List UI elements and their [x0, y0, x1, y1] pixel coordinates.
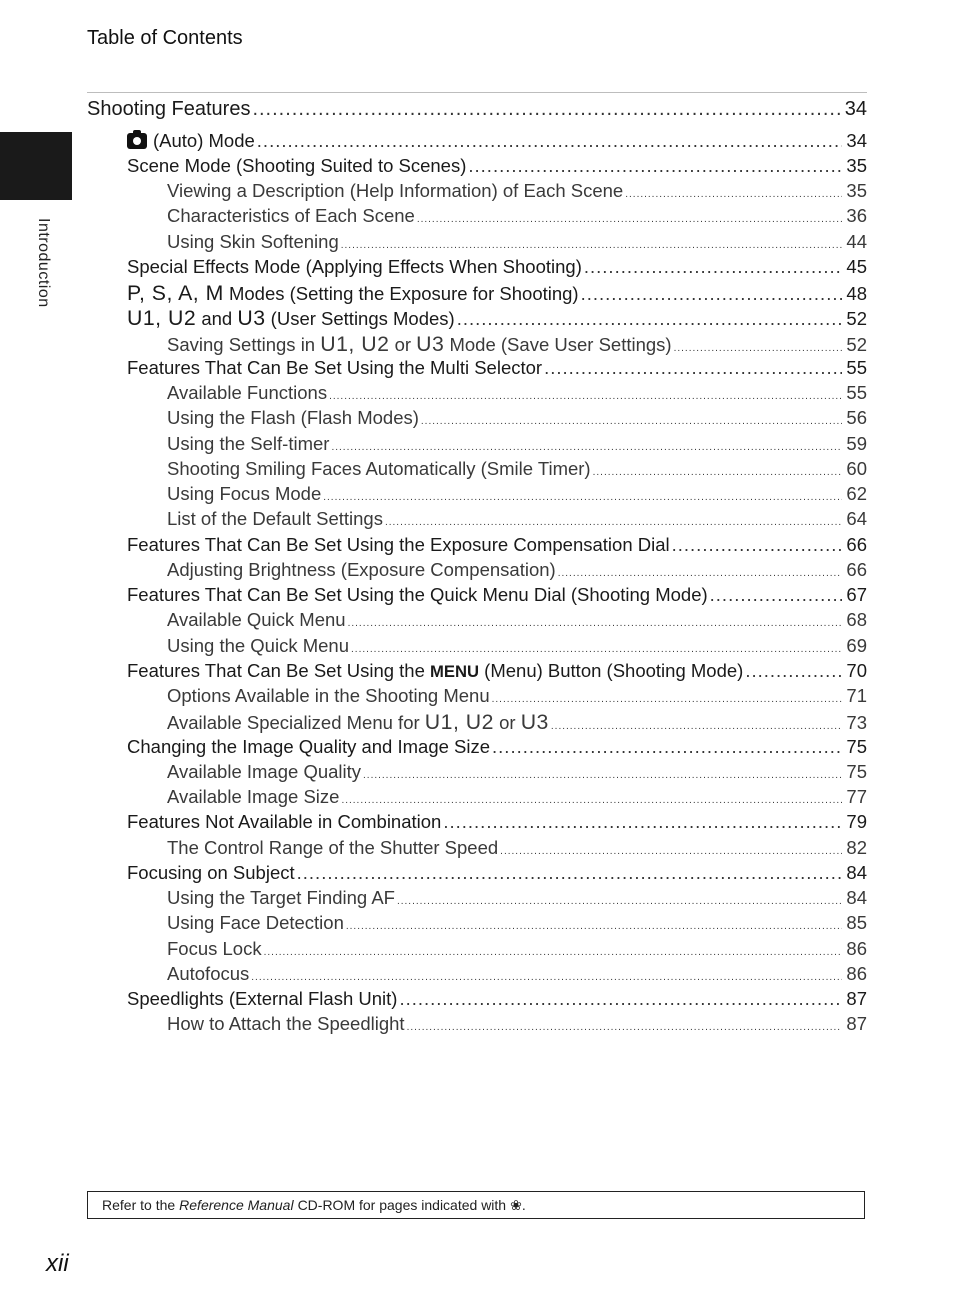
toc-entry-specialized-menu[interactable]	[167, 710, 867, 735]
leader-dots	[323, 492, 842, 503]
toc-entry-shooting-menu-options[interactable]	[167, 685, 867, 707]
toc-entry-shooting-features[interactable]	[87, 98, 867, 121]
toc-entry-not-available-combination[interactable]	[127, 811, 867, 833]
toc-entry-label: Special Effects Mode (Applying Effects When Shooting)	[127, 256, 582, 277]
toc-page-number: 84	[846, 862, 867, 883]
leader-dots	[407, 1022, 843, 1033]
page-header-title: Table of Contents	[87, 27, 243, 49]
toc-entry-exposure-dial[interactable]	[127, 534, 867, 556]
leader-dots	[500, 846, 842, 857]
toc-entry-label: Features Not Available in Combination	[127, 811, 442, 832]
leader-dots	[745, 660, 842, 682]
toc-page-number: 55	[846, 382, 867, 403]
toc-entry-label: Available Specialized Menu for	[167, 712, 420, 733]
toc-page-number: 77	[846, 786, 867, 807]
toc-entry-face-detection[interactable]	[167, 912, 867, 934]
toc-entry-label: Focusing on Subject	[127, 862, 295, 883]
toc-entry-available-image-size[interactable]	[167, 786, 867, 808]
toc-entry-label: Saving Settings in	[167, 334, 316, 355]
toc-page-number: 79	[846, 811, 867, 832]
header-divider	[87, 92, 867, 93]
toc-entry-available-quick-menu[interactable]	[167, 609, 867, 631]
toc-entry-label: Characteristics of Each Scene	[167, 205, 415, 226]
menu-button-icon: MENU	[430, 662, 480, 681]
toc-page-number: 67	[846, 584, 867, 605]
leader-dots	[397, 896, 842, 907]
leader-dots	[593, 467, 843, 478]
toc-entry-label: Available Image Size	[167, 786, 340, 807]
toc-entry-focus-lock[interactable]	[167, 938, 867, 960]
toc-page-number: 66	[846, 534, 867, 555]
toc-entry-label: Available Quick Menu	[167, 609, 346, 630]
leader-dots	[710, 584, 843, 606]
toc-page-number: 75	[846, 736, 867, 757]
toc-entry-label: List of the Default Settings	[167, 508, 383, 529]
toc-entry-label: Shooting Features	[87, 98, 251, 120]
toc-page-number: 34	[844, 98, 867, 120]
toc-page-number: 52	[846, 308, 867, 329]
leader-dots	[329, 391, 842, 402]
toc-page-number: 60	[846, 458, 867, 479]
toc-entry-characteristics[interactable]	[167, 205, 867, 227]
leader-dots	[385, 517, 842, 528]
toc-entry-auto-mode[interactable]	[127, 130, 867, 152]
toc-page-number: 86	[846, 938, 867, 959]
leader-dots	[331, 442, 842, 453]
toc-entry-psam-modes[interactable]	[127, 281, 867, 306]
toc-entry-label: Using the Quick Menu	[167, 635, 350, 656]
leader-dots	[581, 283, 843, 305]
conjunction-text: or	[394, 334, 412, 355]
toc-entry-special-effects[interactable]	[127, 256, 867, 278]
reference-note-end: .	[521, 1197, 526, 1213]
leader-dots	[363, 770, 842, 781]
toc-entry-image-quality-size[interactable]	[127, 736, 867, 758]
toc-page-number: 87	[846, 1013, 867, 1034]
toc-entry-available-functions[interactable]	[167, 382, 867, 404]
toc-entry-label: Using the Flash (Flash Modes)	[167, 407, 419, 428]
toc-entry-label: Autofocus	[167, 963, 250, 984]
leader-dots	[551, 721, 843, 732]
toc-entry-label: Using the Target Finding AF	[167, 887, 395, 908]
toc-entry-label-suffix: Mode (Save User Settings)	[449, 334, 672, 355]
toc-page-number: 45	[846, 256, 867, 277]
toc-entry-label: Features That Can Be Set Using the Exposure Compensation Dial	[127, 534, 670, 555]
leader-dots	[468, 155, 842, 177]
reference-note-suffix: CD-ROM for pages indicated with	[297, 1197, 507, 1213]
toc-entry-label: Using Skin Softening	[167, 231, 339, 252]
section-tab-label: Introduction	[35, 218, 52, 308]
toc-entry-focus-mode[interactable]	[167, 483, 867, 505]
toc-page-number: 85	[846, 912, 867, 933]
mode-symbols-psam: P, S, A, M	[127, 281, 224, 305]
toc-entry-focusing[interactable]	[127, 862, 867, 884]
toc-entry-label: How to Attach the Speedlight	[167, 1013, 405, 1034]
toc-entry-label: Scene Mode (Shooting Suited to Scenes)	[127, 155, 467, 176]
camera-icon	[127, 133, 147, 149]
section-tab-marker	[0, 132, 72, 200]
toc-entry-label: Available Image Quality	[167, 761, 362, 782]
toc-entry-label: Using Face Detection	[167, 912, 344, 933]
mode-symbols-u1-u2: U1, U2	[127, 306, 197, 330]
toc-page-number: 82	[846, 837, 867, 858]
toc-entry-label: Focus Lock	[167, 938, 262, 959]
toc-entry-label-suffix: (Menu) Button (Shooting Mode)	[484, 660, 744, 681]
toc-entry-label: Features That Can Be Set Using the Multi Selector	[127, 357, 543, 378]
leader-dots	[264, 947, 843, 958]
leader-dots	[351, 644, 842, 655]
reference-icon: ❀	[510, 1196, 522, 1213]
toc-page-number: 68	[846, 609, 867, 630]
toc-entry-saving-settings[interactable]	[167, 332, 867, 357]
toc-page-number: 87	[846, 988, 867, 1009]
toc-entry-target-finding[interactable]	[167, 887, 867, 909]
page-number: xii	[46, 1250, 69, 1277]
leader-dots	[297, 862, 843, 884]
toc-entry-smile-timer[interactable]	[167, 458, 867, 480]
leader-dots	[558, 568, 843, 579]
toc-entry-speedlights[interactable]	[127, 988, 867, 1010]
reference-note-prefix: Refer to the	[102, 1197, 176, 1213]
toc-page-number: 56	[846, 407, 867, 428]
toc-page-number: 55	[846, 357, 867, 378]
toc-page-number: 62	[846, 483, 867, 504]
reference-manual-title: Reference Manual	[179, 1197, 294, 1213]
toc-page-number: 36	[846, 205, 867, 226]
toc-page-number: 69	[846, 635, 867, 656]
leader-dots	[625, 189, 842, 200]
leader-dots	[257, 130, 843, 152]
toc-entry-label: Changing the Image Quality and Image Size	[127, 736, 491, 757]
leader-dots	[492, 694, 843, 705]
toc-entry-quick-menu-dial[interactable]	[127, 584, 867, 606]
leader-dots	[252, 98, 840, 121]
conjunction-text: and	[201, 308, 233, 329]
mode-symbol-u3: U3	[520, 710, 549, 734]
toc-page-number: 48	[846, 283, 867, 304]
toc-entry-attach-speedlight[interactable]	[167, 1013, 867, 1035]
toc-entry-menu-button[interactable]	[127, 660, 867, 682]
toc-page-number: 44	[846, 231, 867, 252]
leader-dots	[346, 921, 843, 932]
leader-dots	[457, 308, 843, 330]
toc-entry-using-quick-menu[interactable]	[167, 635, 867, 657]
toc-entry-label: Adjusting Brightness (Exposure Compensation)	[167, 559, 556, 580]
toc-entry-self-timer[interactable]	[167, 433, 867, 455]
toc-entry-label: Using the Self-timer	[167, 433, 330, 454]
toc-entry-label: Modes (Setting the Exposure for Shooting)	[228, 283, 579, 304]
toc-entry-flash[interactable]	[167, 407, 867, 429]
toc-entry-shutter-speed[interactable]	[167, 837, 867, 859]
toc-page-number: 34	[846, 130, 867, 151]
toc-entry-label: Speedlights (External Flash Unit)	[127, 988, 398, 1009]
toc-page-number: 35	[846, 155, 867, 176]
leader-dots	[584, 256, 843, 278]
toc-entry-label: Features That Can Be Set Using the Quick Menu Dial (Shooting Mode)	[127, 584, 708, 605]
toc-page-number: 75	[846, 761, 867, 782]
toc-entry-skin-softening[interactable]	[167, 231, 867, 253]
toc-entry-label: (Auto) Mode	[153, 130, 255, 151]
toc-page-number: 71	[846, 685, 867, 706]
toc-entry-label: Shooting Smiling Faces Automatically (Smile Timer)	[167, 458, 591, 479]
toc-entry-adjusting-brightness[interactable]	[167, 559, 867, 581]
mode-symbol-u3: U3	[416, 332, 445, 356]
leader-dots	[341, 240, 843, 251]
reference-note-box	[87, 1191, 865, 1219]
toc-entry-user-settings[interactable]	[127, 306, 867, 331]
leader-dots	[251, 972, 842, 983]
conjunction-text: or	[499, 712, 516, 733]
toc-page-number: 70	[846, 660, 867, 681]
leader-dots	[341, 795, 842, 806]
leader-dots	[672, 534, 843, 556]
leader-dots	[348, 618, 843, 629]
toc-page-number: 59	[846, 433, 867, 454]
leader-dots	[674, 343, 843, 354]
toc-entry-multi-selector[interactable]	[127, 357, 867, 379]
toc-entry-label: (User Settings Modes)	[270, 308, 455, 329]
toc-entry-label: Viewing a Description (Help Information) of Each Scene	[167, 180, 624, 201]
leader-dots	[443, 811, 842, 833]
toc-page-number: 84	[846, 887, 867, 908]
toc-entry-viewing-description[interactable]	[167, 180, 867, 202]
leader-dots	[492, 736, 842, 758]
mode-symbols-u1-u2: U1, U2	[424, 710, 494, 734]
toc-entry-scene-mode[interactable]	[127, 155, 867, 177]
toc-entry-autofocus[interactable]	[167, 963, 867, 985]
toc-page-number: 73	[846, 712, 867, 733]
toc-page-number: 35	[846, 180, 867, 201]
toc-entry-label: Features That Can Be Set Using the	[127, 660, 425, 681]
leader-dots	[421, 416, 843, 427]
leader-dots	[399, 988, 842, 1010]
leader-dots	[544, 357, 842, 379]
toc-entry-label: Options Available in the Shooting Menu	[167, 685, 490, 706]
mode-symbol-u3: U3	[237, 306, 266, 330]
toc-entry-label: Available Functions	[167, 382, 328, 403]
toc-entry-label: The Control Range of the Shutter Speed	[167, 837, 499, 858]
toc-entry-default-settings[interactable]	[167, 508, 867, 530]
toc-page-number: 52	[846, 334, 867, 355]
mode-symbols-u1-u2: U1, U2	[320, 332, 390, 356]
toc-entry-label: Using Focus Mode	[167, 483, 322, 504]
toc-page-number: 86	[846, 963, 867, 984]
leader-dots	[417, 214, 843, 225]
toc-page-number: 64	[846, 508, 867, 529]
toc-page-number: 66	[846, 559, 867, 580]
toc-entry-available-image-quality[interactable]	[167, 761, 867, 783]
